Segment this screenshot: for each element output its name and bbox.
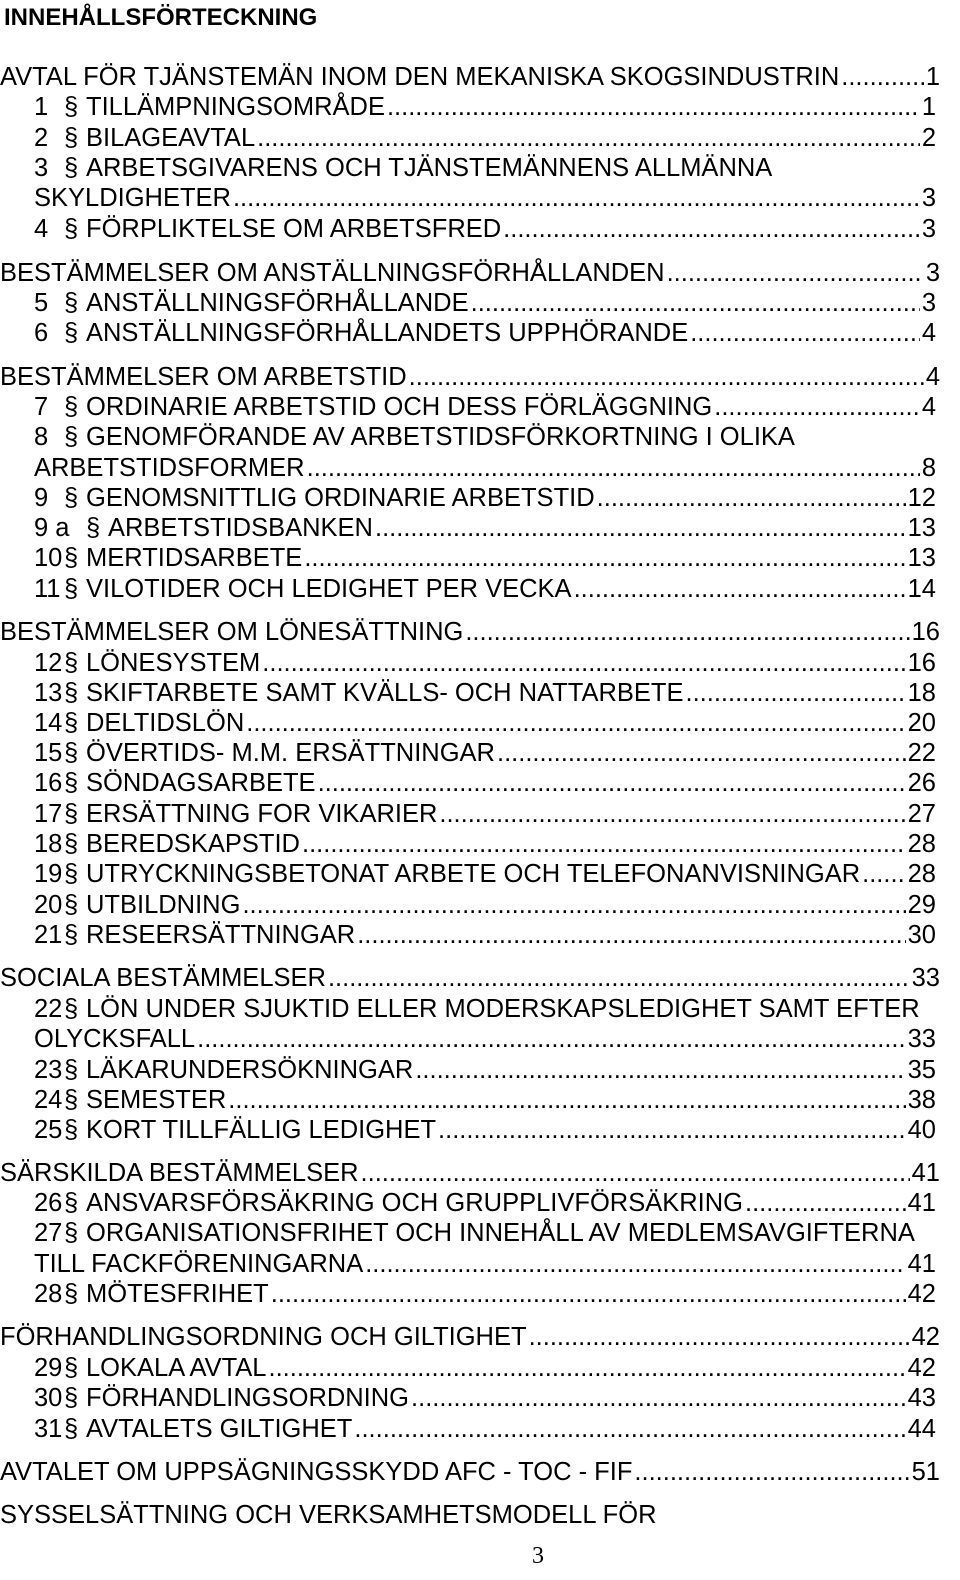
section-number: 30 [34,1384,63,1412]
dot-leader [529,1322,910,1353]
toc-entry-section[interactable] [34,543,936,574]
entry-page-number: 29 [907,891,936,919]
dot-leader [242,890,905,921]
dot-leader [503,214,920,245]
toc-entry-section[interactable] [34,678,936,709]
section-number: 26 [34,1189,63,1217]
section-sign: § [64,393,79,421]
section-number: 8 [34,423,49,451]
entry-page-number: 38 [907,1086,936,1114]
dot-leader [354,1414,905,1445]
section-number: 6 [34,319,49,347]
entry-page-number: 43 [907,1384,936,1412]
entry-title: ORDINARIE ARBETSTID OCH DESS FÖRLÄGGNING [86,393,713,421]
dot-leader [257,123,920,154]
section-sign: § [64,319,79,347]
entry-page-number: 12 [907,484,936,512]
section-number: 3 [34,154,49,182]
section-number: 12 [34,649,63,677]
section-sign: § [64,1116,79,1144]
dot-leader [375,513,906,544]
toc-entry-section[interactable] [34,890,936,921]
toc-entry-section[interactable] [34,1279,936,1310]
toc-entry-chapter[interactable] [0,1158,940,1189]
toc-entry-section[interactable] [34,318,936,349]
toc-entry-section[interactable] [34,1055,936,1086]
entry-title: ARBETSGIVARENS OCH TJÄNSTEMÄNNENS ALLMÄNNA [86,154,773,182]
entry-title: ANSVARSFÖRSÄKRING OCH GRUPPLIVFÖRSÄKRING [86,1189,743,1217]
dot-leader [438,1115,906,1146]
section-number: 20 [34,891,63,919]
dot-leader [233,183,920,214]
toc-entry-section[interactable] [34,123,936,154]
entry-page-number: 2 [921,124,936,152]
section-number: 11 [34,575,61,603]
section-sign: § [64,544,79,572]
dot-leader [387,92,920,123]
toc-entry-section[interactable] [34,574,936,605]
entry-title: AVTALET OM UPPSÄGNINGSSKYDD AFC - TOC - FIF [0,1458,633,1486]
dot-leader [497,738,906,769]
section-number: 13 [34,679,63,707]
entry-title: ERSÄTTNING FOR VIKARIER [86,800,438,828]
section-sign: § [64,289,79,317]
toc-entry-continuation[interactable] [34,183,936,214]
section-sign: § [64,1086,79,1114]
section-sign: § [64,679,79,707]
entry-title: GENOMFÖRANDE AV ARBETSTIDSFÖRKORTNING I OLIKA [86,423,795,451]
toc-entry-section[interactable] [34,1383,936,1414]
section-sign: § [64,1354,79,1382]
entry-title: SÖNDAGSARBETE [86,769,316,797]
section-number: 27 [34,1219,63,1247]
toc-entry-chapter[interactable] [0,1322,940,1353]
entry-page-number: 16 [911,618,940,646]
entry-page-number: 22 [907,739,936,767]
entry-page-number: 41 [907,1250,936,1278]
section-sign: § [64,1189,79,1217]
toc-entry-continuation[interactable] [34,1024,936,1055]
toc-entry-section[interactable] [34,648,936,679]
toc-entry-continuation[interactable] [34,453,936,484]
section-sign: § [64,860,79,888]
entry-title: SYSSELSÄTTNING OCH VERKSAMHETSMODELL FÖR [0,1501,657,1529]
section-number: 9 [34,484,49,512]
entry-title-continuation: OLYCKSFALL [34,1025,196,1053]
entry-page-number: 51 [911,1458,940,1486]
section-number: 29 [34,1354,63,1382]
dot-leader [411,1383,906,1414]
entry-page-number: 16 [907,649,936,677]
entry-page-number: 41 [907,1189,936,1217]
toc-entry-section[interactable] [34,214,936,245]
entry-title: LÖN UNDER SJUKTID ELLER MODERSKAPSLEDIGHET SAMT EFTER [86,995,920,1023]
entry-title: MERTIDSARBETE [86,544,303,572]
dot-leader [328,963,910,994]
dot-leader [307,453,920,484]
dot-leader [745,1188,906,1219]
toc-entry-section[interactable] [34,153,936,184]
entry-page-number: 4 [925,363,940,391]
entry-page-number: 26 [907,769,936,797]
entry-page-number: 4 [921,393,936,421]
entry-page-number: 42 [907,1280,936,1308]
dot-leader [262,648,905,679]
section-number: 17 [34,800,63,828]
entry-page-number: 1 [925,63,940,91]
page-number: 3 [532,1543,544,1569]
entry-page-number: 28 [907,860,936,888]
toc-entry-section[interactable] [34,288,936,319]
entry-title: BESTÄMMELSER OM ARBETSTID [0,363,407,391]
toc-entry-section[interactable] [34,1115,936,1146]
entry-title: ORGANISATIONSFRIHET OCH INNEHÅLL AV MEDLEMSAVGIFTERNA [86,1219,915,1247]
entry-title: TILLÄMPNINGSOMRÅDE [86,93,385,121]
section-sign: § [64,1219,79,1247]
section-number: 25 [34,1116,63,1144]
section-sign: § [64,1056,79,1084]
entry-title: BESTÄMMELSER OM LÖNESÄTTNING [0,618,464,646]
entry-title: SÄRSKILDA BESTÄMMELSER [0,1159,359,1187]
entry-page-number: 28 [907,830,936,858]
toc-entry-section[interactable] [34,1353,936,1384]
section-number: 5 [34,289,49,317]
dot-leader [714,392,920,423]
entry-page-number: 1 [921,93,936,121]
toc-entry-chapter[interactable] [0,617,940,648]
section-number: 14 [34,709,63,737]
toc-entry-section[interactable] [34,708,936,739]
toc-entry-section[interactable] [34,738,936,769]
section-sign: § [64,484,79,512]
dot-leader [318,768,906,799]
section-number: 28 [34,1280,63,1308]
entry-page-number: 3 [921,289,936,317]
section-number: 16 [34,769,63,797]
dot-leader [228,1085,905,1116]
entry-title: MÖTESFRIHET [86,1280,269,1308]
dot-leader [439,799,905,830]
entry-title: FÖRPLIKTELSE OM ARBETSFRED [86,215,502,243]
section-sign: § [86,514,101,542]
entry-page-number: 33 [907,1025,936,1053]
entry-page-number: 8 [921,454,936,482]
entry-title: GENOMSNITTLIG ORDINARIE ARBETSTID [86,484,595,512]
toc-entry-chapter[interactable] [0,62,940,93]
section-sign: § [64,891,79,919]
section-sign: § [64,921,79,949]
entry-title: DELTIDSLÖN [86,709,245,737]
toc-entry-chapter[interactable] [0,1457,940,1488]
entry-title: UTBILDNING [86,891,241,919]
section-sign: § [64,154,79,182]
section-sign: § [64,124,79,152]
toc-entry-section[interactable] [34,768,936,799]
dot-leader [365,1249,905,1280]
toc-entry-continuation[interactable] [34,1249,936,1280]
entry-page-number: 14 [907,575,936,603]
entry-title: AVTALETS GILTIGHET [86,1415,353,1443]
section-sign: § [64,800,79,828]
entry-title-continuation: TILL FACKFÖRENINGARNA [34,1250,364,1278]
dot-leader [690,318,920,349]
toc-entry-section[interactable] [34,422,936,453]
section-sign: § [64,995,79,1023]
section-number: 4 [34,215,49,243]
entry-page-number: 3 [921,184,936,212]
toc-entry-section[interactable] [34,392,936,423]
toc-entry-chapter[interactable] [0,963,940,994]
entry-page-number: 4 [921,319,936,347]
section-number: 23 [34,1056,63,1084]
section-number: 19 [34,860,63,888]
toc-entry-chapter[interactable] [0,1500,940,1531]
dot-leader [667,258,924,289]
entry-page-number: 40 [907,1116,936,1144]
dot-leader [246,708,905,739]
section-sign: § [64,1384,79,1412]
toc-entry-section[interactable] [34,799,936,830]
section-number: 9 a [34,514,70,542]
dot-leader [597,483,906,514]
section-number: 1 [34,93,49,121]
toc-entry-section[interactable] [34,1085,936,1116]
dot-leader [415,1055,905,1086]
toc-heading: INNEHÅLLSFÖRTECKNING [4,4,318,31]
dot-leader [862,859,905,890]
section-sign: § [64,1415,79,1443]
entry-page-number: 42 [911,1323,940,1351]
section-number: 21 [34,921,63,949]
entry-page-number: 3 [921,215,936,243]
section-number: 2 [34,124,49,152]
toc-entry-section[interactable] [34,1218,936,1249]
section-number: 7 [34,393,49,421]
dot-leader [634,1457,909,1488]
entry-title: SKIFTARBETE SAMT KVÄLLS- OCH NATTARBETE [86,679,684,707]
section-sign: § [64,93,79,121]
section-number: 31 [34,1415,63,1443]
entry-title: RESEERSÄTTNINGAR [86,921,356,949]
entry-title: SEMESTER [86,1086,227,1114]
entry-page-number: 20 [907,709,936,737]
entry-title: FÖRHANDLINGSORDNING [86,1384,410,1412]
toc-entry-section[interactable] [34,1188,936,1219]
entry-page-number: 30 [907,921,936,949]
dot-leader [471,288,920,319]
section-sign: § [64,649,79,677]
entry-title-continuation: SKYLDIGHETER [34,184,231,212]
toc-entry-section[interactable] [34,92,936,123]
entry-title: ARBETSTIDSBANKEN [108,514,373,542]
entry-title: FÖRHANDLINGSORDNING OCH GILTIGHET [0,1323,527,1351]
section-sign: § [64,575,79,603]
toc-entry-section[interactable] [34,513,936,544]
entry-page-number: 33 [911,964,940,992]
dot-leader [361,1158,910,1189]
entry-title: ANSTÄLLNINGSFÖRHÅLLANDE [86,289,469,317]
entry-title: ÖVERTIDS- M.M. ERSÄTTNINGAR [86,739,495,767]
section-sign: § [64,215,79,243]
toc-entry-section[interactable] [34,1414,936,1445]
entry-page-number: 44 [907,1415,936,1443]
toc-entry-section[interactable] [34,994,936,1025]
dot-leader [465,617,909,648]
section-number: 15 [34,739,63,767]
entry-page-number: 42 [907,1354,936,1382]
entry-title: VILOTIDER OCH LEDIGHET PER VECKA [86,575,572,603]
dot-leader [271,1279,906,1310]
dot-leader [302,829,906,860]
entry-title: BESTÄMMELSER OM ANSTÄLLNINGSFÖRHÅLLANDEN [0,259,665,287]
dot-leader [304,543,905,574]
toc-entry-chapter[interactable] [0,258,940,289]
dot-leader [841,62,924,93]
section-sign: § [64,769,79,797]
section-sign: § [64,830,79,858]
entry-page-number: 13 [907,544,936,572]
entry-title: SOCIALA BESTÄMMELSER [0,964,326,992]
entry-title: ANSTÄLLNINGSFÖRHÅLLANDETS UPPHÖRANDE [86,319,689,347]
toc-entry-chapter[interactable] [0,362,940,393]
entry-title: LOKALA AVTAL [86,1354,267,1382]
dot-leader [357,920,905,951]
toc-entry-section[interactable] [34,483,936,514]
section-sign: § [64,739,79,767]
entry-title: LÄKARUNDERSÖKNINGAR [86,1056,414,1084]
entry-page-number: 3 [925,259,940,287]
dot-leader [685,678,905,709]
toc-entry-section[interactable] [34,859,936,890]
entry-title: UTRYCKNINGSBETONAT ARBETE OCH TELEFONANVISNINGAR [86,860,861,888]
section-number: 22 [34,995,63,1023]
toc-entry-section[interactable] [34,829,936,860]
entry-page-number: 35 [907,1056,936,1084]
section-sign: § [64,709,79,737]
entry-title: LÖNESYSTEM [86,649,261,677]
entry-title: AVTAL FÖR TJÄNSTEMÄN INOM DEN MEKANISKA SKOGSINDUSTRIN [0,63,840,91]
entry-page-number: 41 [911,1159,940,1187]
dot-leader [197,1024,906,1055]
dot-leader [574,574,906,605]
entry-page-number: 27 [907,800,936,828]
toc-entry-section[interactable] [34,920,936,951]
section-number: 18 [34,830,63,858]
section-sign: § [64,423,79,451]
entry-title: KORT TILLFÄLLIG LEDIGHET [86,1116,437,1144]
section-number: 10 [34,544,63,572]
entry-title-continuation: ARBETSTIDSFORMER [34,454,305,482]
entry-page-number: 13 [907,514,936,542]
dot-leader [409,362,924,393]
dot-leader [269,1353,906,1384]
entry-page-number: 18 [907,679,936,707]
section-sign: § [64,1280,79,1308]
section-number: 24 [34,1086,63,1114]
entry-title: BEREDSKAPSTID [86,830,300,858]
entry-title: BILAGEAVTAL [86,124,256,152]
